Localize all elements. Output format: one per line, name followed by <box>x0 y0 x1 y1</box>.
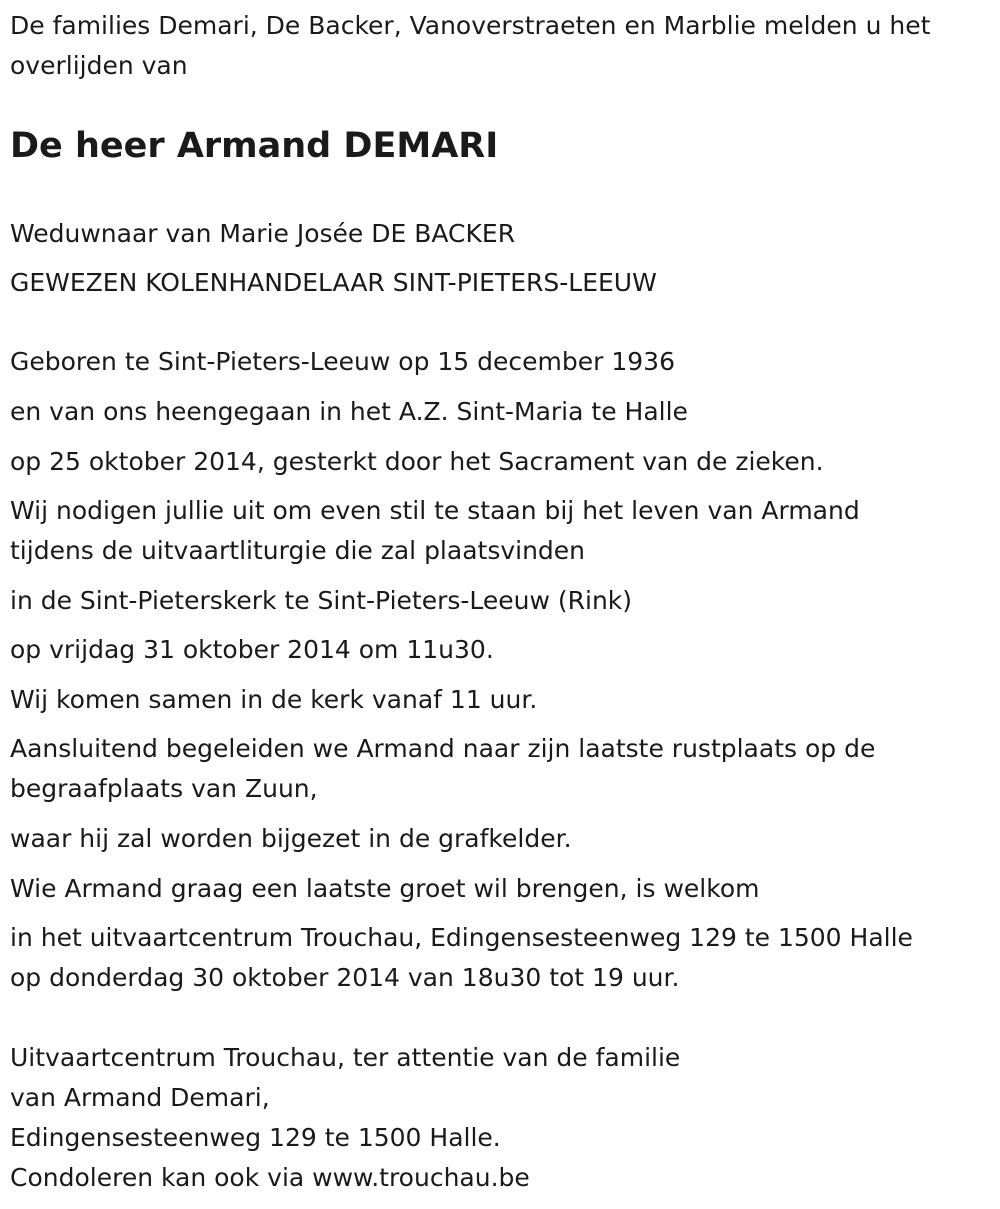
contact-website-line: Condoleren kan ook via www.trouchau.be <box>10 1163 530 1192</box>
occupation-text: GEWEZEN KOLENHANDELAAR SINT-PIETERS-LEEUW <box>10 268 657 297</box>
funeral-date-text: op vrijdag 31 oktober 2014 om 11u30. <box>10 635 494 664</box>
intro-line: overlijden van <box>10 51 188 80</box>
burial-text <box>10 729 990 809</box>
funeral-center-line: op donderdag 30 oktober 2014 van 18u30 tot 19 uur. <box>10 963 680 992</box>
contact-line: van Armand Demari, <box>10 1083 270 1112</box>
passed-text: en van ons heengegaan in het A.Z. Sint-Maria te Halle <box>10 397 688 426</box>
church-text: in de Sint-Pieterskerk te Sint-Pieters-Leeuw (Rink) <box>10 586 633 615</box>
death-date-text: op 25 oktober 2014, gesterkt door het Sacrament van de zieken. <box>10 447 824 476</box>
intro-text <box>10 6 990 86</box>
gathering-text: Wij komen samen in de kerk vanaf 11 uur. <box>10 685 538 714</box>
deceased-name: De heer Armand DEMARI <box>10 126 499 166</box>
funeral-center-line: in het uitvaartcentrum Trouchau, Edingensesteenweg 129 te 1500 Halle <box>10 923 913 952</box>
relation-text: Weduwnaar van Marie Josée DE BACKER <box>10 219 516 248</box>
contact-block <box>10 1038 990 1198</box>
invite-line: tijdens de uitvaartliturgie die zal plaatsvinden <box>10 536 586 565</box>
born-text: Geboren te Sint-Pieters-Leeuw op 15 december 1936 <box>10 347 675 376</box>
contact-line: Edingensesteenweg 129 te 1500 Halle. <box>10 1123 501 1152</box>
burial-line: Aansluitend begeleiden we Armand naar zijn laatste rustplaats op de <box>10 734 876 763</box>
vault-text: waar hij zal worden bijgezet in de grafkelder. <box>10 824 572 853</box>
invite-text <box>10 491 990 571</box>
funeral-center-text <box>10 918 990 998</box>
farewell-text: Wie Armand graag een laatste groet wil brengen, is welkom <box>10 874 760 903</box>
contact-line: Uitvaartcentrum Trouchau, ter attentie van de familie <box>10 1043 681 1072</box>
burial-line: begraafplaats van Zuun, <box>10 774 318 803</box>
invite-line: Wij nodigen jullie uit om even stil te staan bij het leven van Armand <box>10 496 860 525</box>
intro-line: De families Demari, De Backer, Vanoverstraeten en Marblie melden u het <box>10 11 931 40</box>
